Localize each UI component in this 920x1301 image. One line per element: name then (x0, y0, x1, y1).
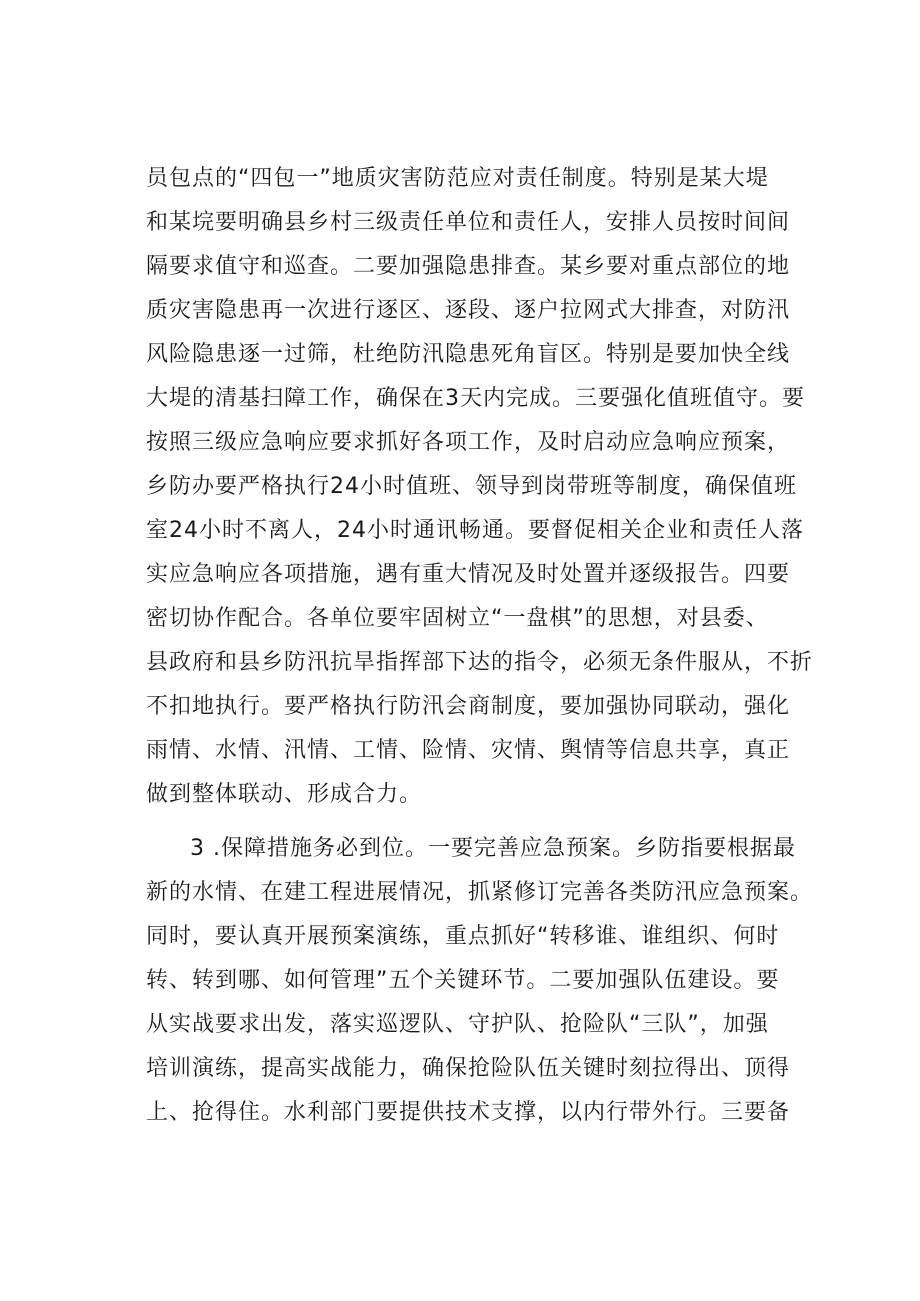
paragraph-2-line-4: 转、转到哪、如何管理”五个关键环节。二要加强队伍建设。要 (146, 968, 780, 993)
paragraph-2-line-1: 3 .保障措施务必到位。一要完善应急预案。乡防指要根据最 (190, 836, 796, 861)
paragraph-1-line-9: 室24小时不离人，24小时通讯畅通。要督促相关企业和责任人落 (146, 518, 804, 543)
paragraph-1-line-13: 不扣地执行。要严格执行防汛会商制度，要加强协同联动，强化 (146, 694, 791, 719)
paragraph-1-line-1: 员包点的“四包一”地质灾害防范应对责任制度。特别是某大堤 (146, 166, 769, 191)
paragraph-2-line-6: 培训演练，提高实战能力，确保抢险队伍关键时刻拉得出、顶得 (146, 1056, 791, 1081)
paragraph-1-line-12: 县政府和县乡防汛抗旱指挥部下达的指令，必须无条件服从，不折 (146, 650, 814, 675)
paragraph-2-line-3: 同时，要认真开展预案演练，重点抓好“转移谁、谁组织、何时 (146, 924, 780, 949)
paragraph-1-line-2: 和某垸要明确县乡村三级责任单位和责任人，安排人员按时间间 (146, 210, 791, 235)
paragraph-2-line-5: 从实战要求出发，落实巡逻队、守护队、抢险队“三队”，加强 (146, 1012, 769, 1037)
paragraph-2-line-2: 新的水情、在建工程进展情况，抓紧修订完善各类防汛应急预案。 (146, 880, 814, 905)
paragraph-1-line-6: 大堤的清基扫障工作，确保在3天内完成。三要强化值班值守。要 (146, 386, 805, 411)
paragraph-2-line-7: 上、抢得住。水利部门要提供技术支撑，以内行带外行。三要备 (146, 1100, 791, 1125)
paragraph-1-line-14: 雨情、水情、汛情、工情、险情、灾情、舆情等信息共享，真正 (146, 738, 791, 763)
paragraph-1-line-7: 按照三级应急响应要求抓好各项工作，及时启动应急响应预案， (146, 430, 791, 455)
paragraph-1-line-10: 实应急响应各项措施，遇有重大情况及时处置并逐级报告。四要 (146, 562, 791, 587)
paragraph-1-line-5: 风险隐患逐一过筛，杜绝防汛隐患死角盲区。特别是要加快全线 (146, 342, 791, 367)
paragraph-1-line-3: 隔要求值守和巡查。二要加强隐患排查。某乡要对重点部位的地 (146, 254, 791, 279)
paragraph-1-line-4: 质灾害隐患再一次进行逐区、逐段、逐户拉网式大排查，对防汛 (146, 298, 791, 323)
paragraph-1-line-11: 密切协作配合。各单位要牢固树立“一盘棋”的思想，对县委、 (146, 606, 769, 631)
paragraph-1-line-15: 做到整体联动、形成合力。 (146, 782, 423, 807)
paragraph-1-line-8: 乡防办要严格执行24小时值班、领导到岗带班等制度，确保值班 (146, 474, 797, 499)
